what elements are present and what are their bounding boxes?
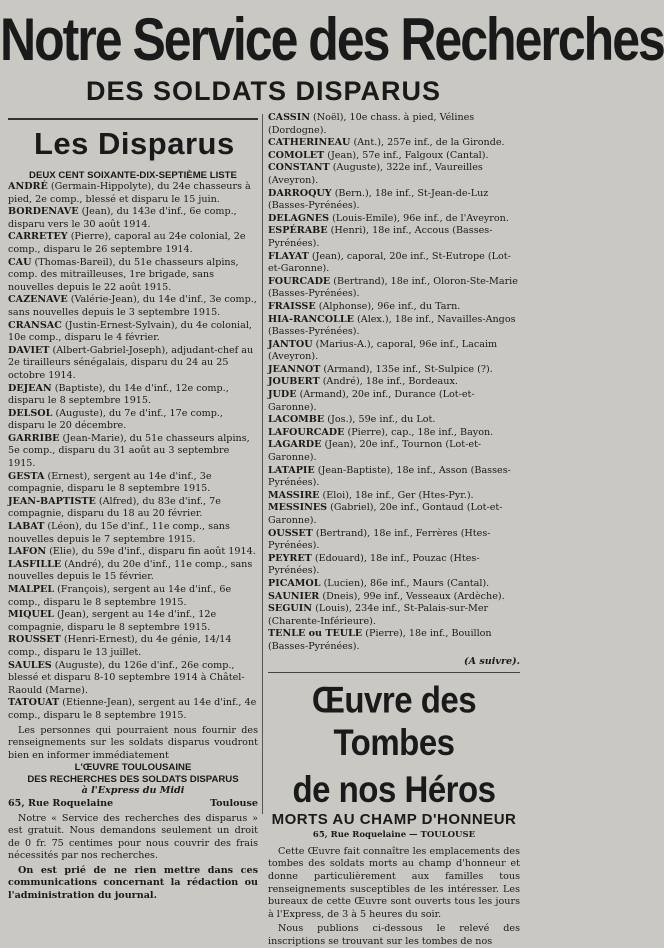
- fee-paragraph: Notre « Service des recherches des disparus » est gratuit. Nous demandons seulement un droit de 0 fr. 75 centimes pour nous couvrir des frais nécessités par nos recherches.: [8, 812, 258, 862]
- entry-name: CONSTANT: [268, 162, 330, 174]
- entry-name: OUSSET: [268, 527, 313, 539]
- oeuvre-paragraph-1: Cette Œuvre fait connaître les emplacements des tombes des soldats morts au champ d'honneur et donne particulièrement aux familles tous renseignements susceptibles de les intéresser. Les bureaux de cette Œuvre sont ouverts tous les jours à l'Express, de 3 à 5 heures du soir.: [268, 845, 520, 920]
- entry-details: (Bern.), 18e inf., St-Jean-de-Luz (Basses-Pyrénées).: [268, 187, 489, 212]
- entry-name: SAUNIER: [268, 590, 320, 602]
- list-item: [8, 559, 258, 584]
- list-item: [268, 528, 520, 553]
- list-item: [268, 490, 520, 503]
- entry-details: (Jean-Marie), du 51e chasseurs alpins, 5e comp., disparu du 31 août au 3 septembre 1915.: [8, 432, 250, 470]
- list-item: [268, 389, 520, 414]
- list-item: [8, 231, 258, 256]
- entry-name: DELAGNES: [268, 212, 330, 224]
- list-item: [268, 578, 520, 591]
- list-item: [268, 439, 520, 464]
- list-item: [8, 609, 258, 634]
- entry-details: (Auguste), du 126e d'inf., 26e comp., blessé et disparu 8-10 septembre 1914 à Châtel-Raould (Marne).: [8, 659, 245, 696]
- list-item: [268, 591, 520, 604]
- list-item: [268, 162, 520, 187]
- entry-details: (Germain-Hippolyte), du 24e chasseurs à pied, 2e comp., blessé et disparu le 15 juin.: [8, 181, 251, 205]
- org-address: [8, 798, 258, 811]
- section-title: Les Disparus: [34, 126, 235, 161]
- entry-name: MESSINES: [268, 502, 328, 514]
- entry-details: (Louis-Emile), 96e inf., de l'Aveyron.: [329, 212, 509, 224]
- entry-name: PICAMOL: [268, 577, 321, 589]
- list-item: [8, 634, 258, 659]
- org-name-line2: DES RECHERCHES DES SOLDATS DISPARUS: [27, 773, 239, 785]
- entry-name: PEYRET: [268, 552, 312, 564]
- entry-name: DAVIET: [8, 344, 50, 356]
- list-item: [268, 276, 520, 301]
- list-item: [8, 345, 258, 383]
- entry-details: (André), du 20e d'inf., 11e comp., sans nouvelles depuis le 15 février.: [8, 558, 253, 583]
- entry-details: (Noël), 10e chass. à pied, Vélines (Dordogne).: [268, 112, 475, 136]
- entry-details: (Albert-Gabriel-Joseph), adjudant-chef au 2e tirailleurs sénégalais, disparu du 24 au 25 octobre 1914.: [8, 344, 254, 381]
- entry-details: (Armand), 135e inf., St-Sulpice (?).: [320, 363, 493, 375]
- entry-details: (Jean), 57e inf., Falgoux (Cantal).: [324, 149, 489, 161]
- masthead-subtitle: DES SOLDATS DISPARUS: [85, 76, 442, 106]
- entry-name: CAU: [8, 256, 32, 268]
- list-item: [268, 603, 520, 628]
- entry-name: ESPÉRABE: [268, 225, 328, 237]
- entry-name: MALPEL: [8, 584, 55, 595]
- list-item: [8, 257, 258, 295]
- entry-name: JEANNOT: [268, 363, 321, 375]
- list-item: [268, 112, 520, 137]
- entry-name: JOUBERT: [268, 376, 320, 388]
- entry-details: (Valérie-Jean), du 14e d'inf., 3e comp., sans nouvelles depuis le 3 septembre 1915.: [8, 294, 257, 318]
- list-item: [268, 376, 520, 389]
- entry-name: LAFOURCADE: [268, 426, 345, 438]
- list-item: [268, 465, 520, 490]
- oeuvre-address: 65, Rue Roquelaine — TOULOUSE: [312, 830, 476, 841]
- entry-name: DEJEAN: [8, 382, 52, 394]
- list-item: [268, 414, 520, 427]
- entry-details: (Justin-Ernest-Sylvain), du 4e colonial, 10e comp., disparu le 4 février.: [8, 319, 252, 344]
- notice-paragraph: Les personnes qui pourraient nous fournir des renseignements sur les soldats disparus voudront bien en informer immédiatement: [8, 724, 258, 761]
- entry-details: (Pierre), cap., 18e inf., Bayon.: [344, 426, 494, 438]
- list-item: [8, 584, 258, 609]
- list-heading: DEUX CENT SOIXANTE-DIX-SEPTIÈME LISTE: [29, 170, 237, 181]
- entry-details: (Jean), 20e inf., Tournon (Lot-et-Garonne).: [268, 439, 482, 464]
- entry-details: (Ernest), sergent au 14e d'inf., 3e compagnie, disparu le 8 septembre 1915.: [8, 470, 212, 495]
- list-item: [8, 294, 258, 319]
- entry-name: LATAPIE: [268, 464, 315, 476]
- list-item: [8, 496, 258, 521]
- entry-name: TENLE ou TEULE: [268, 628, 363, 640]
- entry-name: ANDRÉ: [8, 181, 48, 192]
- list-item: [8, 206, 258, 231]
- entry-details: (Louis), 234e inf., St-Palais-sur-Mer (Charente-Inférieure).: [268, 603, 489, 627]
- entry-details: (Pierre), 18e inf., Bouillon (Basses-Pyrénées).: [268, 628, 492, 652]
- entry-details: (Henri), 18e inf., Accous (Basses-Pyrénées).: [268, 225, 493, 249]
- entry-name: FRAISSE: [268, 300, 316, 312]
- entry-name: CRANSAC: [8, 319, 62, 331]
- list-item: [8, 433, 258, 471]
- masthead-title: Notre Service des Recherches: [0, 6, 664, 74]
- entry-name: JEAN-BAPTISTE: [8, 495, 96, 507]
- entry-details: (Marius-A.), caporal, 96e inf., Lacaim (Aveyron).: [268, 338, 498, 363]
- entry-name: LABAT: [8, 521, 45, 533]
- entry-details: (Gabriel), 20e inf., Gontaud (Lot-et-Garonne).: [268, 502, 503, 526]
- right-column: [268, 112, 520, 947]
- masthead: [0, 0, 664, 112]
- list-item: [8, 408, 258, 433]
- list-item: [268, 150, 520, 163]
- list-item: [268, 553, 520, 578]
- entry-details: (Thomas-Bareil), du 51e chasseurs alpins, comp. des mitrailleuses, 1re brigade, sans nouvelles depuis le 22 août 1915.: [8, 256, 239, 293]
- list-item: [268, 314, 520, 339]
- list-item: [8, 383, 258, 408]
- entry-details: (Jean-Baptiste), 18e inf., Asson (Basses-Pyrénées).: [268, 464, 511, 489]
- entry-details: (François), sergent au 14e d'inf., 6e comp., disparu le 8 septembre 1915.: [8, 584, 232, 608]
- oeuvre-title-line1: Œuvre des Tombes: [311, 679, 477, 764]
- entry-details: (Baptiste), du 14e d'inf., 12e comp., disparu le 8 septembre 1915.: [8, 382, 229, 407]
- address-city: Toulouse: [210, 797, 258, 809]
- left-entry-list: [8, 181, 258, 723]
- org-name-line1: L'ŒUVRE TOULOUSAINE: [74, 762, 192, 774]
- entry-details: (Jean), du 143e d'inf., 6e comp., disparu vers le 30 août 1914.: [8, 206, 237, 230]
- entry-name: MIQUEL: [8, 609, 54, 621]
- list-item: [268, 188, 520, 213]
- entry-name: FOURCADE: [268, 275, 331, 287]
- list-item: [268, 213, 520, 226]
- oeuvre-title: [268, 679, 520, 811]
- entry-name: CAZENAVE: [8, 294, 68, 306]
- list-item: [8, 546, 258, 559]
- entry-name: HIA-RANCOLLE: [268, 313, 354, 325]
- entry-name: CASSIN: [268, 112, 310, 123]
- entry-details: (Dneis), 99e inf., Vesseaux (Ardèche).: [319, 590, 505, 602]
- entry-details: (Léon), du 15e d'inf., 11e comp., sans nouvelles depuis le 7 septembre 1915.: [8, 521, 230, 545]
- entry-details: (Ant.), 257e inf., de la Gironde.: [350, 137, 505, 149]
- list-item: [268, 339, 520, 364]
- entry-details: (Henri-Ernest), du 4e génie, 14/14 comp., disparu le 13 juillet.: [8, 634, 232, 658]
- instruction-paragraph: On est prié de ne rien mettre dans ces communications concernant la rédaction ou l'administration du journal.: [8, 864, 258, 902]
- entry-name: GARRIBE: [8, 432, 60, 444]
- entry-name: SEGUIN: [268, 603, 313, 615]
- entry-name: CARRETEY: [8, 231, 68, 243]
- entry-name: LAFON: [8, 546, 47, 558]
- entry-name: COMOLET: [268, 149, 325, 161]
- entry-name: JUDE: [268, 389, 297, 401]
- entry-details: (Auguste), 322e inf., Vaureilles (Aveyron).: [268, 162, 483, 186]
- entry-name: DELSOL: [8, 407, 53, 419]
- entry-name: CATHERINEAU: [268, 137, 351, 149]
- list-item: [268, 225, 520, 250]
- address-street: 65, Rue Roquelaine: [8, 797, 114, 809]
- entry-name: SAULES: [8, 659, 52, 671]
- entry-details: (Armand), 20e inf., Durance (Lot-et-Garonne).: [268, 389, 475, 413]
- section-rule: [8, 118, 258, 120]
- list-item: [268, 628, 520, 653]
- list-item: [268, 427, 520, 440]
- list-item: [268, 301, 520, 314]
- column-divider: [262, 114, 263, 814]
- list-item: [8, 697, 258, 722]
- entry-details: (André), 18e inf., Bordeaux.: [319, 376, 458, 388]
- list-item: [268, 502, 520, 527]
- entry-details: (Elie), du 59e d'inf., disparu fin août 1914.: [46, 546, 256, 558]
- list-item: [268, 137, 520, 150]
- org-name-line3: à l'Express du Midi: [81, 785, 185, 797]
- entry-name: MASSIRE: [268, 489, 320, 501]
- oeuvre-paragraph-2: Nous publions ci-dessous le relevé des inscriptions se trouvant sur les tombes de nos: [268, 923, 520, 947]
- morts-heading: MORTS AU CHAMP D'HONNEUR: [271, 811, 517, 829]
- entry-details: (Jean), sergent au 14e d'inf., 12e compagnie, disparu le 8 septembre 1915.: [8, 609, 217, 633]
- entry-name: FLAYAT: [268, 250, 309, 262]
- list-item: [8, 471, 258, 496]
- entry-details: (Bertrand), 18e inf., Ferrères (Htes-Pyrénées).: [268, 527, 491, 552]
- entry-details: (Bertrand), 18e inf., Oloron-Ste-Marie (Basses-Pyrénées).: [268, 275, 518, 300]
- entry-details: (Eloi), 18e inf., Ger (Htes-Pyr.).: [319, 489, 474, 501]
- section-rule: [268, 672, 520, 673]
- entry-details: (Pierre), caporal au 24e colonial, 2e comp., disparu le 26 septembre 1914.: [8, 231, 246, 255]
- oeuvre-title-line2: de nos Héros: [292, 768, 496, 811]
- entry-details: (Alphonse), 96e inf., du Tarn.: [315, 300, 461, 312]
- entry-name: TATOUAT: [8, 697, 60, 709]
- entry-details: (Jos.), 59e inf., du Lot.: [324, 414, 436, 426]
- right-entry-list: [268, 112, 520, 654]
- left-column: [8, 112, 258, 902]
- entry-details: (Alex.), 18e inf., Navailles-Angos (Basses-Pyrénées).: [268, 313, 516, 338]
- continued-note: (A suivre).: [464, 655, 520, 667]
- entry-name: ROUSSET: [8, 634, 61, 646]
- list-item: [8, 320, 258, 345]
- entry-name: GESTA: [8, 470, 45, 482]
- list-item: [8, 660, 258, 698]
- entry-name: BORDENAVE: [8, 206, 79, 218]
- entry-name: LACOMBE: [268, 414, 325, 426]
- list-item: [268, 251, 520, 276]
- entry-name: DARROQUY: [268, 187, 332, 199]
- entry-details: (Edouard), 18e inf., Pouzac (Htes-Pyrénées).: [268, 552, 480, 577]
- entry-details: (Auguste), du 7e d'inf., 17e comp., disparu le 20 décembre.: [8, 407, 223, 432]
- list-item: [8, 181, 258, 206]
- entry-name: LAGARDE: [268, 439, 322, 451]
- list-item: [8, 521, 258, 546]
- entry-details: (Lucien), 86e inf., Maurs (Cantal).: [320, 577, 490, 589]
- entry-details: (Jean), caporal, 20e inf., St-Eutrope (Lot-et-Garonne).: [268, 250, 511, 275]
- entry-details: (Etienne-Jean), sergent au 14e d'inf., 4e comp., disparu le 8 septembre 1915.: [8, 697, 257, 721]
- list-item: [268, 364, 520, 377]
- entry-name: LASFILLE: [8, 558, 62, 570]
- entry-name: JANTOU: [268, 338, 313, 350]
- entry-details: (Alfred), du 83e d'inf., 7e compagnie, disparu du 18 au 20 février.: [8, 495, 221, 520]
